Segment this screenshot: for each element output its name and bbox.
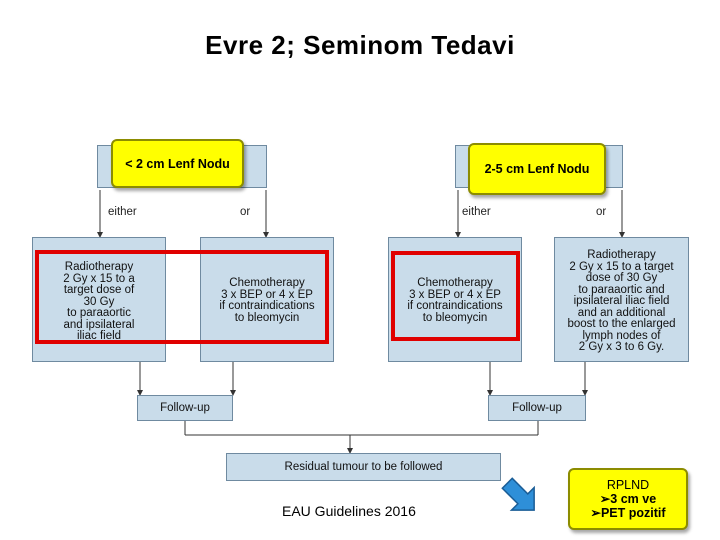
text-line: 3 x BEP or 4 x EP	[221, 288, 313, 301]
rplnd-line-pet: ➢PET pozitif	[590, 506, 666, 520]
text-line: lymph nodes of	[582, 329, 661, 342]
right-header-label: 2-5 cm Lenf Nodu	[484, 162, 590, 176]
blue-arrow-icon	[496, 472, 544, 520]
text-line: if contraindications	[407, 300, 503, 312]
right-radiotherapy-text	[555, 238, 688, 354]
right-highlight-frame	[391, 251, 520, 341]
text-line: to paraaortic and	[578, 283, 665, 296]
rplnd-line-title: RPLND	[606, 478, 650, 492]
text-line: 30 Gy	[83, 295, 115, 308]
text-line: boost to the enlarged	[567, 318, 676, 330]
text-line: Radiotherapy	[587, 249, 656, 261]
left-either-label: either	[108, 206, 137, 218]
text-line: and an additional	[577, 306, 666, 319]
text-line: 2 Gy x 15 to a target	[569, 260, 674, 273]
text-line: to paraaortic	[67, 307, 131, 319]
right-either-label: either	[462, 206, 491, 218]
text-line: to bleomycin	[234, 311, 300, 324]
right-or-label: or	[596, 206, 607, 218]
text-line: Chemotherapy	[417, 277, 493, 289]
text-line: 2 Gy x 3 to 6 Gy.	[578, 341, 665, 353]
rplnd-line-size: ➢3 cm ve	[599, 492, 657, 506]
text-line: and ipsilateral	[63, 318, 135, 331]
text-line: if contraindications	[219, 300, 315, 312]
page-title: Evre 2; Seminom Tedavi	[205, 30, 515, 60]
text-line: target dose of	[63, 284, 135, 296]
right-header-box	[468, 143, 606, 195]
text-line: Chemotherapy	[229, 277, 305, 289]
text-line: dose of 30 Gy	[585, 272, 658, 284]
source-citation: EAU Guidelines 2016	[282, 503, 416, 519]
left-highlight-frame	[35, 250, 329, 344]
left-followup-box: Follow-up	[137, 395, 233, 421]
text-line: Radiotherapy	[64, 261, 134, 273]
right-radiotherapy-box	[554, 237, 689, 362]
text-line: iliac field	[76, 330, 122, 342]
text-line: 3 x BEP or 4 x EP	[409, 288, 501, 301]
left-or-label: or	[240, 206, 251, 218]
text-line: 2 Gy x 15 to a	[63, 272, 135, 285]
text-line: ipsilateral iliac field	[573, 295, 670, 307]
residual-tumour-box: Residual tumour to be followed	[226, 453, 501, 481]
left-header-box	[111, 139, 244, 188]
right-followup-box: Follow-up	[488, 395, 586, 421]
left-header-label: < 2 cm Lenf Nodu	[125, 156, 230, 171]
rplnd-box	[568, 468, 688, 530]
text-line: to bleomycin	[422, 311, 488, 324]
